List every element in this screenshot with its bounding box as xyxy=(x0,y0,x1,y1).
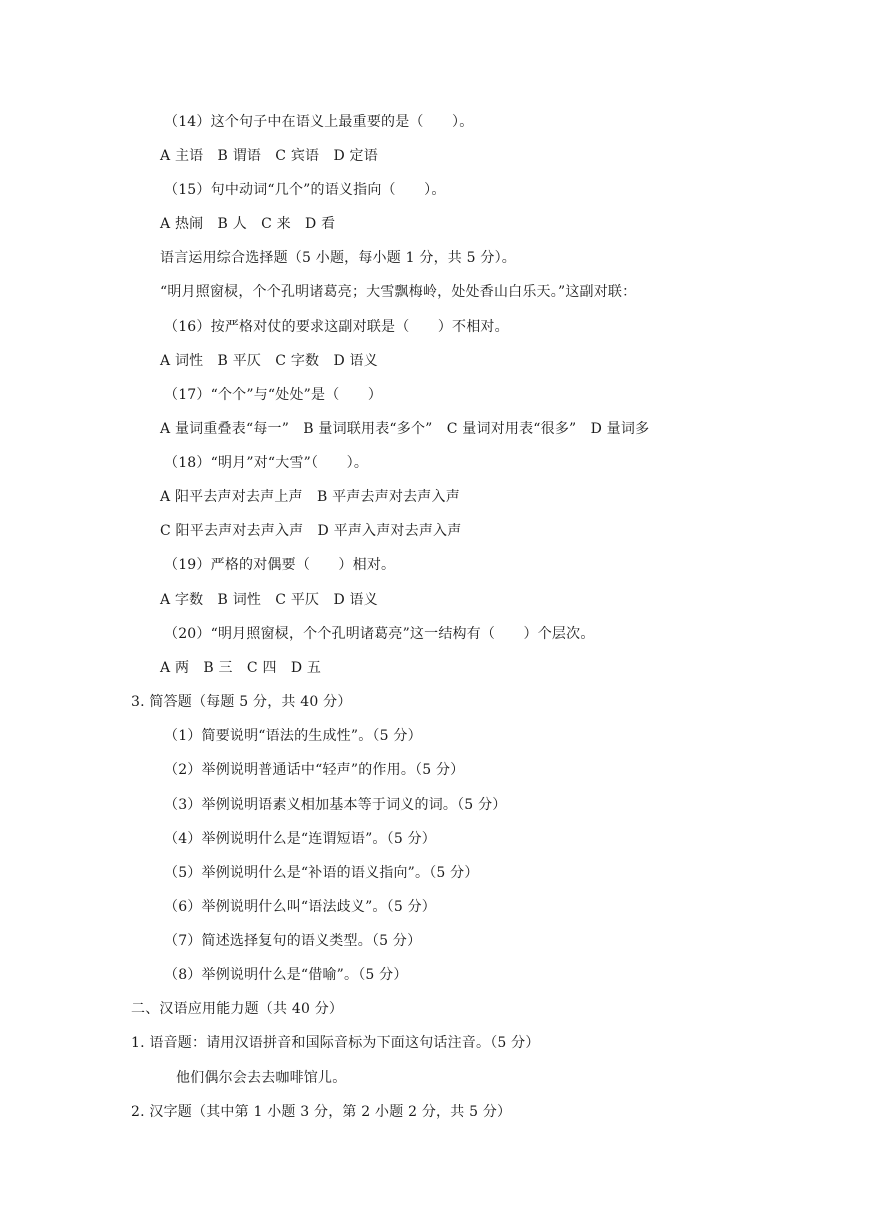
question-16: （16）按严格对仗的要求这副对联是（ ）不相对。 xyxy=(164,319,509,335)
short-answer-5: （5）举例说明什么是“补语的语义指向”。（5 分） xyxy=(164,865,479,881)
options-20: A 两 B 三 C 四 D 五 xyxy=(160,660,322,676)
phonetics-question: 1. 语音题：请用汉语拼音和国际音标为下面这句话注音。（5 分） xyxy=(131,1035,540,1051)
section-heading-application: 二、汉语应用能力题（共 40 分） xyxy=(131,1001,344,1017)
options-15: A 热闹 B 人 C 来 D 看 xyxy=(160,216,336,232)
short-answer-7: （7）简述选择复句的语义类型。（5 分） xyxy=(164,933,422,949)
options-19: A 字数 B 词性 C 平仄 D 语义 xyxy=(160,592,378,608)
character-question: 2. 汉字题（其中第 1 小题 3 分，第 2 小题 2 分，共 5 分） xyxy=(131,1104,512,1120)
options-18-ab: A 阳平去声对去声上声 B 平声去声对去声入声 xyxy=(160,489,460,505)
options-18-cd: C 阳平去声对去声入声 D 平声入声对去声入声 xyxy=(160,523,462,539)
couplet-prompt: “明月照窗棂，个个孔明诸葛亮；大雪飘梅岭，处处香山白乐天。”这副对联： xyxy=(160,284,637,300)
short-answer-1: （1）简要说明“语法的生成性”。（5 分） xyxy=(164,728,422,744)
question-14: （14）这个句子中在语义上最重要的是（ ）。 xyxy=(164,114,474,130)
section-heading-short-answer: 3. 简答题（每题 5 分，共 40 分） xyxy=(131,694,352,710)
section-heading-language-use: 语言运用综合选择题（5 小题，每小题 1 分，共 5 分）。 xyxy=(160,250,516,266)
short-answer-4: （4）举例说明什么是“连谓短语”。（5 分） xyxy=(164,831,436,847)
question-17: （17）“个个”与“处处”是（ ） xyxy=(164,387,383,403)
short-answer-2: （2）举例说明普通话中“轻声”的作用。（5 分） xyxy=(164,762,465,778)
question-18: （18）“明月”对“大雪”（ ）。 xyxy=(164,455,369,471)
short-answer-8: （8）举例说明什么是“借喻”。（5 分） xyxy=(164,967,408,983)
options-17: A 量词重叠表“每一” B 量词联用表“多个” C 量词对用表“很多” D 量词多 xyxy=(160,421,650,437)
question-19: （19）严格的对偶要（ ）相对。 xyxy=(164,557,396,573)
phonetics-sentence: 他们偶尔会去去咖啡馆儿。 xyxy=(176,1070,347,1086)
short-answer-6: （6）举例说明什么叫“语法歧义”。（5 分） xyxy=(164,899,436,915)
options-16: A 词性 B 平仄 C 字数 D 语义 xyxy=(160,353,378,369)
short-answer-3: （3）举例说明语素义相加基本等于词义的词。（5 分） xyxy=(164,797,507,813)
options-14: A 主语 B 谓语 C 宾语 D 定语 xyxy=(160,148,378,164)
question-20: （20）“明月照窗棂，个个孔明诸葛亮”这一结构有（ ）个层次。 xyxy=(164,626,595,642)
question-15: （15）句中动词“几个”的语义指向（ ）。 xyxy=(164,182,446,198)
